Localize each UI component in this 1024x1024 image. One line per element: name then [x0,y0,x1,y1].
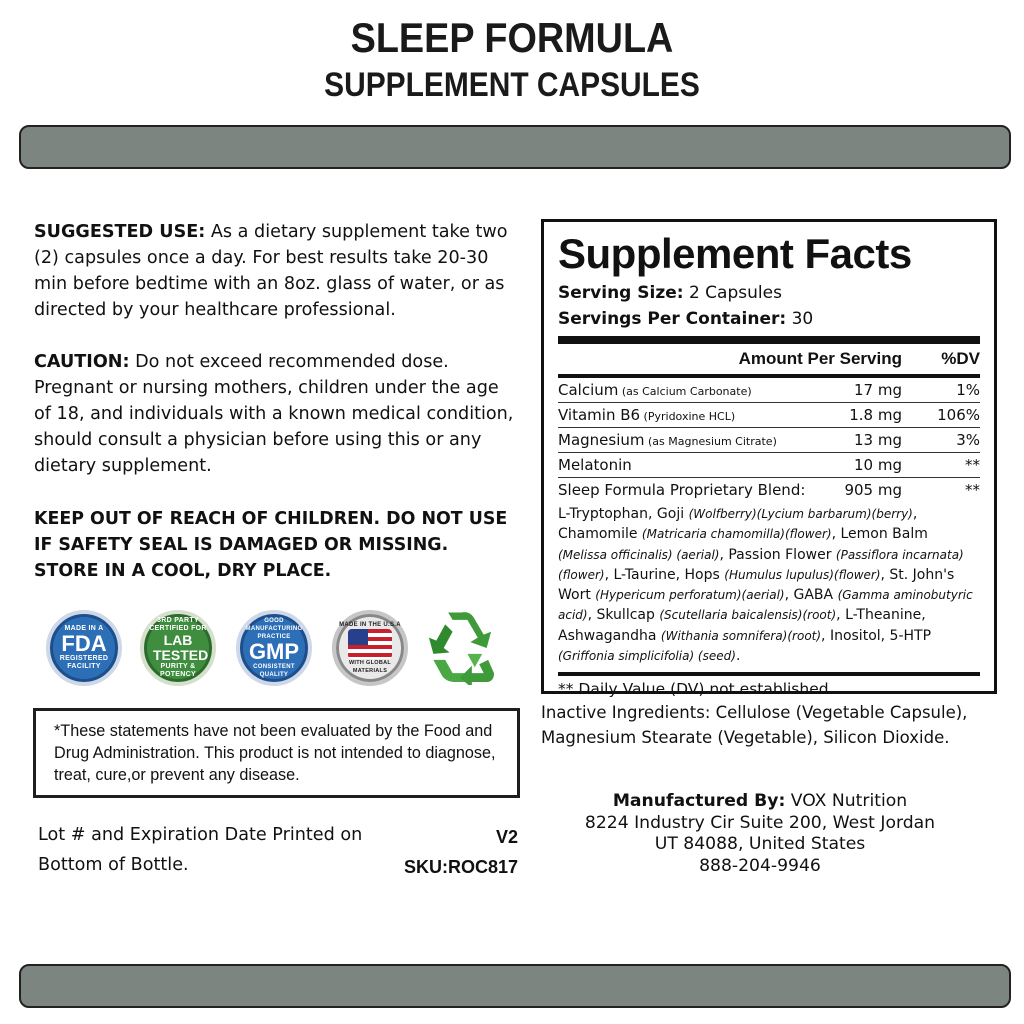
blend-botanical-name: (Melissa officinalis) (aerial) [558,547,720,562]
nutrient-row [558,403,980,427]
nutrient-amount: 10 mg [854,456,902,474]
certification-badges [40,610,510,690]
made-in-usa-badge-icon [332,610,408,686]
blend-ingredient: , Skullcap [587,607,660,624]
suggested-use-label: SUGGESTED USE: [34,222,206,242]
servings-per-container [558,306,980,332]
lot-line-2: Bottom of Bottle. [38,855,189,875]
nutrient-dv: ** [965,456,980,474]
sku-label: SKU:ROC817 [403,857,518,877]
blend-botanical-name: (Scutellaria baicalensis)(root) [659,608,837,623]
manufacturer-address-1: 8224 Industry Cir Suite 200, West Jordan [584,812,936,833]
manufacturer-label: Manufactured By: [612,791,786,811]
nutrient-dv: 3% [956,431,980,449]
serving-size [558,280,980,306]
safety-warning: KEEP OUT OF REACH OF CHILDREN. DO NOT USE IF SAFETY SEAL IS DAMAGED OR MISSING. STORE IN A COOL, DRY PLACE. [34,509,508,581]
lot-line-1: Lot # and Expiration Date Printed on [38,825,363,845]
bottom-divider-bar [19,964,1011,1008]
product-title: SLEEP FORMULA [350,14,674,61]
usa-badge-bottom: WITH GLOBAL MATERIALS [348,660,392,674]
nutrient-row [558,378,980,402]
nutrient-rows [558,378,980,502]
manufacturer-info [560,791,960,877]
blend-ingredient: , Chamomile [558,506,918,543]
lab-badge-bottom: PURITY & POTENCY [160,663,196,678]
version-label: V2 [495,827,518,847]
blend-botanical-name: (Withania somnifera)(root) [660,628,822,643]
suggested-use [34,219,514,323]
caution-text: Do not exceed recommended dose. Pregnant or nursing mothers, children under the age of 18, and individuals with a known medical condition, should consult a physician before using this or any dietary supplement. [34,352,514,476]
nutrient-row [558,428,980,452]
nutrient-amount: 17 mg [854,381,902,399]
gmp-badge-top: GOOD MANUFACTURING PRACTICE [245,618,303,640]
dv-note: ** Daily Value (DV) not established [558,680,829,699]
nutrient-name: Melatonin [558,456,632,474]
blend-botanical-name: (Matricaria chamomilla)(flower) [641,527,832,542]
fda-disclaimer-box: *These statements have not been evaluated by the Food and Drug Administration. This product is not intended to diagnose, treat, cure,or prevent any disease. [33,708,520,798]
blend-botanical-name: (Griffonia simplicifolia) (seed) [558,649,736,664]
gmp-badge-icon [236,610,312,686]
manufacturer-name: VOX Nutrition [785,791,908,811]
serving-size-label: Serving Size: [558,283,684,303]
blend-ingredient: , St. John's Wort [558,566,955,604]
inactive-ingredients: Inactive Ingredients: Cellulose (Vegetable Capsule), Magnesium Stearate (Vegetable), Silicon Dioxide. [541,703,968,747]
serving-size-value: 2 Capsules [683,283,782,303]
nutrient-row [558,478,980,502]
nutrient-row [558,453,980,477]
fda-badge-bottom: REGISTERED FACILITY [59,655,109,670]
suggested-use-text: As a dietary supplement take two (2) capsules once a day. For best results take 20-30 min before bedtime with an 8oz. glass of water, or as directed by your healthcare professional. [34,222,508,320]
nutrient-name: Vitamin B6 (Pyridoxine HCL) [558,406,736,424]
nutrient-dv: 106% [937,406,980,424]
caution [34,349,514,479]
manufacturer-line [560,791,960,813]
lab-badge-top: 3RD PARTY CERTIFIED FOR [149,617,207,632]
recycle-icon [422,610,498,686]
blend-botanical-name: (Passiflora incarnata)(flower) [558,547,964,582]
servings-label: Servings Per Container: [558,309,787,329]
blend-ingredient: L-Tryptophan, Goji [558,506,689,522]
blend-ingredient: , GABA [784,587,838,604]
blend-ingredient: , Lemon Balm [831,526,928,543]
manufacturer-address-2: UT 84088, United States [654,834,866,854]
facts-header-row [558,344,980,374]
usa-badge-top: MADE IN THE U.S.A [339,622,401,628]
facts-rule-thick [558,336,980,344]
us-flag-icon [348,629,392,659]
supplement-facts-panel [541,219,997,699]
version-sku [380,822,518,882]
blend-botanical-name: (Gamma aminobutyric acid) [558,588,973,623]
gmp-badge-bottom: CONSISTENT QUALITY [253,664,295,678]
lab-badge-big: LAB TESTED [153,632,209,663]
nutrient-amount: 1.8 mg [849,406,902,424]
blend-ingredient: , Passion Flower [719,546,836,563]
product-subtitle: SUPPLEMENT CAPSULES [324,66,700,104]
manufacturer-phone: 888-204-9946 [699,855,821,876]
nutrient-dv: ** [965,481,980,499]
blend-ingredient: . [735,648,741,665]
blend-botanical-name: (Humulus lupulus)(flower) [724,567,881,582]
blend-botanical-name: (Wolfberry)(Lycium barbarum)(berry) [688,507,913,521]
gmp-badge-big: GMP [248,639,300,664]
nutrient-amount: 13 mg [854,431,902,449]
fda-badge-icon [46,610,122,686]
blend-ingredient: , L-Theanine, Ashwagandha [558,607,926,644]
blend-ingredient: , L-Taurine, Hops [604,566,725,583]
nutrient-name: Magnesium (as Magnesium Citrate) [558,431,777,449]
fda-badge-top: MADE IN A [64,625,104,632]
blend-botanical-name: (Hypericum perforatum)(aerial) [595,588,785,603]
lab-tested-badge-icon [140,610,216,686]
facts-title: Supplement Facts [558,230,912,277]
servings-value: 30 [786,309,814,329]
nutrient-dv: 1% [956,381,980,399]
dv-header: %DV [941,349,980,368]
nutrient-name: Calcium (as Calcium Carbonate) [558,381,752,399]
nutrient-name: Sleep Formula Proprietary Blend: [558,481,806,499]
nutrient-amount: 905 mg [844,481,902,499]
fda-badge-big: FDA [61,631,107,656]
caution-label: CAUTION: [34,352,130,372]
amount-header: Amount Per Serving [738,349,902,368]
top-divider-bar [19,125,1011,169]
blend-ingredients [558,504,980,666]
blend-ingredient: , Inositol, 5-HTP [821,627,932,644]
lot-info [38,820,383,880]
